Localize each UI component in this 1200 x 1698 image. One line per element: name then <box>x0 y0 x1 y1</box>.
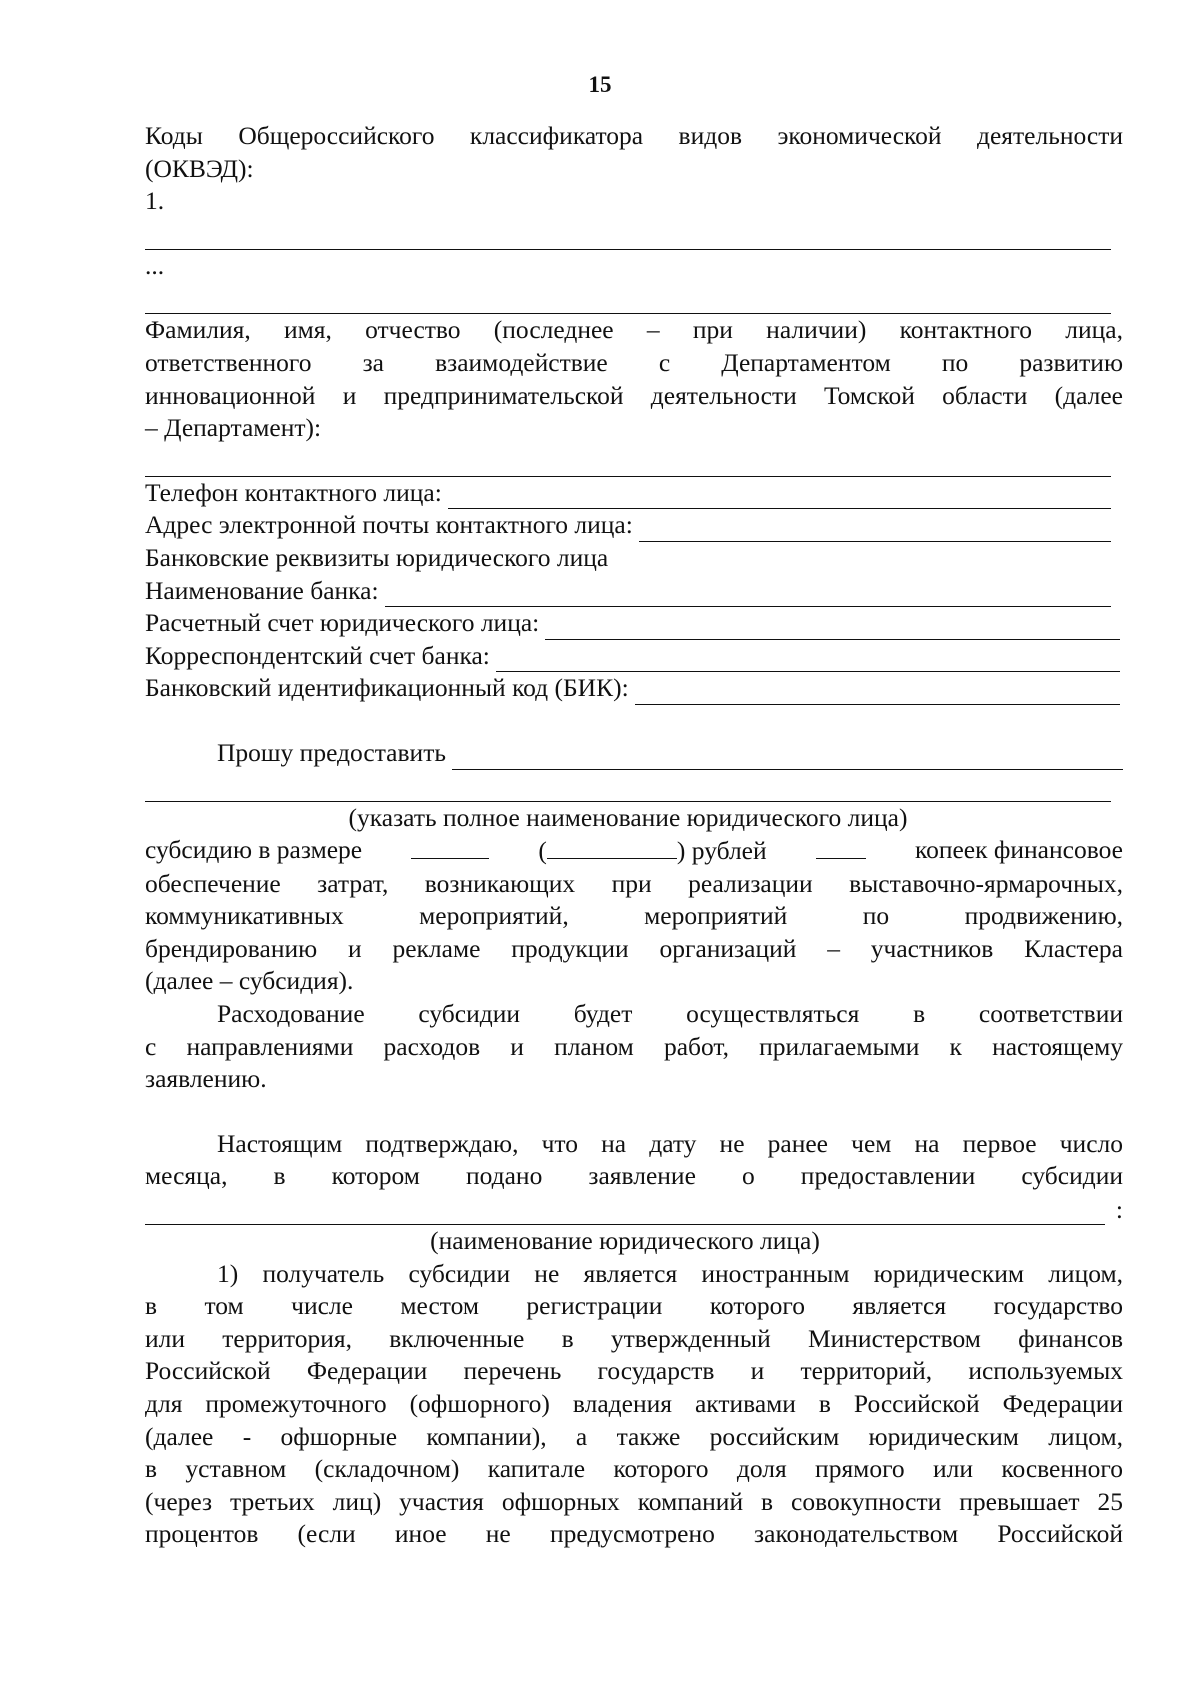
request-row <box>145 737 1123 770</box>
phone-row <box>145 477 1111 510</box>
bik-row <box>145 672 1120 705</box>
request-lead: Прошу предоставить <box>217 737 446 767</box>
confirm-org-field[interactable] <box>145 1193 1105 1225</box>
okved-line-2: (ОКВЭД): <box>145 153 254 183</box>
item1-line-3: или территория, включенные в утвержденный Министерством финансов <box>145 1323 1123 1353</box>
amount-words-field[interactable] <box>547 834 677 859</box>
bik-label: Банковский идентификационный код (БИК): <box>145 673 629 703</box>
okved-line-1: Коды Общероссийского классификатора видов экономической деятельности <box>145 121 1123 150</box>
bank-name-field[interactable] <box>385 579 1111 607</box>
confirm-line-1: Настоящим подтверждаю, что на дату не ранее чем на первое число <box>217 1128 1123 1158</box>
bank-name-label: Наименование банка: <box>145 575 379 605</box>
subsidy-amount-line <box>145 834 1123 868</box>
contact-person-line-1: Фамилия, имя, отчество (последнее – при наличии) контактного лица, <box>145 315 1123 345</box>
amount-open-paren: ( <box>538 836 547 866</box>
request-caption: (указать полное наименование юридического лица) <box>348 802 908 832</box>
request-org-field[interactable] <box>452 742 1123 770</box>
okved-code-n-field[interactable] <box>145 282 1111 314</box>
phone-field[interactable] <box>448 481 1111 509</box>
bank-name-row <box>145 575 1111 608</box>
confirm-caption: (наименование юридического лица) <box>430 1226 820 1256</box>
spending-line-3: заявлению. <box>145 1064 267 1094</box>
corr-account-row <box>145 640 1120 673</box>
item1-line-7: в уставном (складочном) капитале которого доля прямого или косвенного <box>145 1454 1123 1484</box>
email-label: Адрес электронной почты контактного лица: <box>145 510 633 540</box>
okved-item-1: 1. <box>145 186 165 216</box>
spending-line-1: Расходование субсидии будет осуществляться в соответствии <box>217 999 1123 1029</box>
request-line-5: (далее – субсидия). <box>145 966 354 996</box>
corr-account-field[interactable] <box>496 644 1120 672</box>
spending-line-2: с направлениями расходов и планом работ, прилагаемыми к настоящему <box>145 1031 1123 1061</box>
item1-line-6: (далее - офшорные компании), а также российским юридическим лицом, <box>145 1421 1123 1451</box>
contact-person-line-2: ответственного за взаимодействие с Департаментом по развитию <box>145 347 1123 377</box>
email-field[interactable] <box>639 514 1111 542</box>
contact-person-line-4: – Департамент): <box>145 413 322 443</box>
amount-rubles-label: ) рублей <box>676 836 767 866</box>
item1-line-5: для промежуточного (офшорного) владения активами в Российской Федерации <box>145 1389 1123 1418</box>
okved-ellipsis: ... <box>145 250 165 280</box>
request-line-2: обеспечение затрат, возникающих при реализации выставочно-ярмарочных, <box>145 868 1123 898</box>
subsidy-amount-lead: субсидию в размере <box>145 835 363 865</box>
corr-account-label: Корреспондентский счет банка: <box>145 640 490 670</box>
item1-line-4: Российской Федерации перечень государств и территорий, используемых <box>145 1356 1123 1386</box>
contact-person-name-field[interactable] <box>145 445 1111 477</box>
account-field[interactable] <box>545 612 1120 640</box>
request-line-3: коммуникативных мероприятий, мероприятий по продвижению, <box>145 901 1123 931</box>
okved-code-1-field[interactable] <box>145 218 1111 250</box>
phone-label: Телефон контактного лица: <box>145 477 442 507</box>
kopecks-field[interactable] <box>816 834 866 859</box>
item1-line-9: процентов (если иное не предусмотрено законодательством Российской <box>145 1519 1123 1549</box>
request-line-4: брендированию и рекламе продукции организаций – участников Кластера <box>145 933 1123 963</box>
account-label: Расчетный счет юридического лица: <box>145 608 540 638</box>
bik-field[interactable] <box>635 677 1120 705</box>
amount-digits-field[interactable] <box>411 834 489 859</box>
item1-line-1: 1) получатель субсидии не является иностранным юридическим лицом, <box>217 1258 1123 1288</box>
page-content: Коды Общероссийского классификатора видов экономической деятельности (ОКВЭД): 1. ... Фамилия, имя, отчество (последнее – при наличии) контактного лица, ответственного за взаимодействие с Департаментом по развитию инновационной и предпринимательской деятельности Томской области (далее – Департамент): Телефон контактного лица: Адрес электронной почты контактного лица: Банковские реквизиты юридического лица Наименование банка: Расчетный счет юридического лица: Корреспондентский счет банка: Банковский идентификационный код (БИК): Прошу предоставить (указать полное наименование юридического лица) субсидию в размере ( ) рублей копеек финансовое обеспечение затрат, возникающих при реализации выставочно-ярмарочных, коммуникативных мероприятий, мероприятий по продвижению, брендированию и рекламе продукции организаций – участников Кластера (далее – субсидия). Расходование субсидии будет осуществляться в соответствии с направлениями расходов и планом работ, прилагаемыми к настоящему заявлению. Настоящим подтверждаю, что на дату не ранее чем на первое число месяца, в котором подано заявление о предоставлении субсидии : (наименование юридического лица) 1) получатель субсидии не является иностранным юридическим лицом, в том числе местом регистрации которого является государство или территория, включенные в утвержденный Министерством финансов Российской Федерации перечень государств и территорий, используемых для промежуточного (офшорного) владения активами в Российской Федерации (далее - офшорные компании), а также российским юридическим лицом, в уставном (складочном) капитале которого доля прямого или косвенного (через третьих лиц) участия офшорных компаний в совокупности превышает 25 процентов (если иное не предусмотрено законодательством Российской <box>145 120 1123 1551</box>
confirm-line-2: месяца, в котором подано заявление о предоставлении субсидии <box>145 1161 1123 1191</box>
request-org-field-continued[interactable] <box>145 770 1111 802</box>
contact-person-line-3: инновационной и предпринимательской деятельности Томской области (далее <box>145 380 1123 410</box>
page-number: 15 <box>588 72 612 97</box>
bank-details-heading: Банковские реквизиты юридического лица <box>145 542 609 572</box>
item1-line-2: в том числе местом регистрации которого является государство <box>145 1291 1123 1321</box>
item1-line-8: (через третьих лиц) участия офшорных компаний в совокупности превышает 25 <box>145 1486 1123 1516</box>
subsidy-amount-tail: копеек финансовое <box>914 835 1123 865</box>
email-row <box>145 509 1111 542</box>
account-row <box>145 607 1120 640</box>
